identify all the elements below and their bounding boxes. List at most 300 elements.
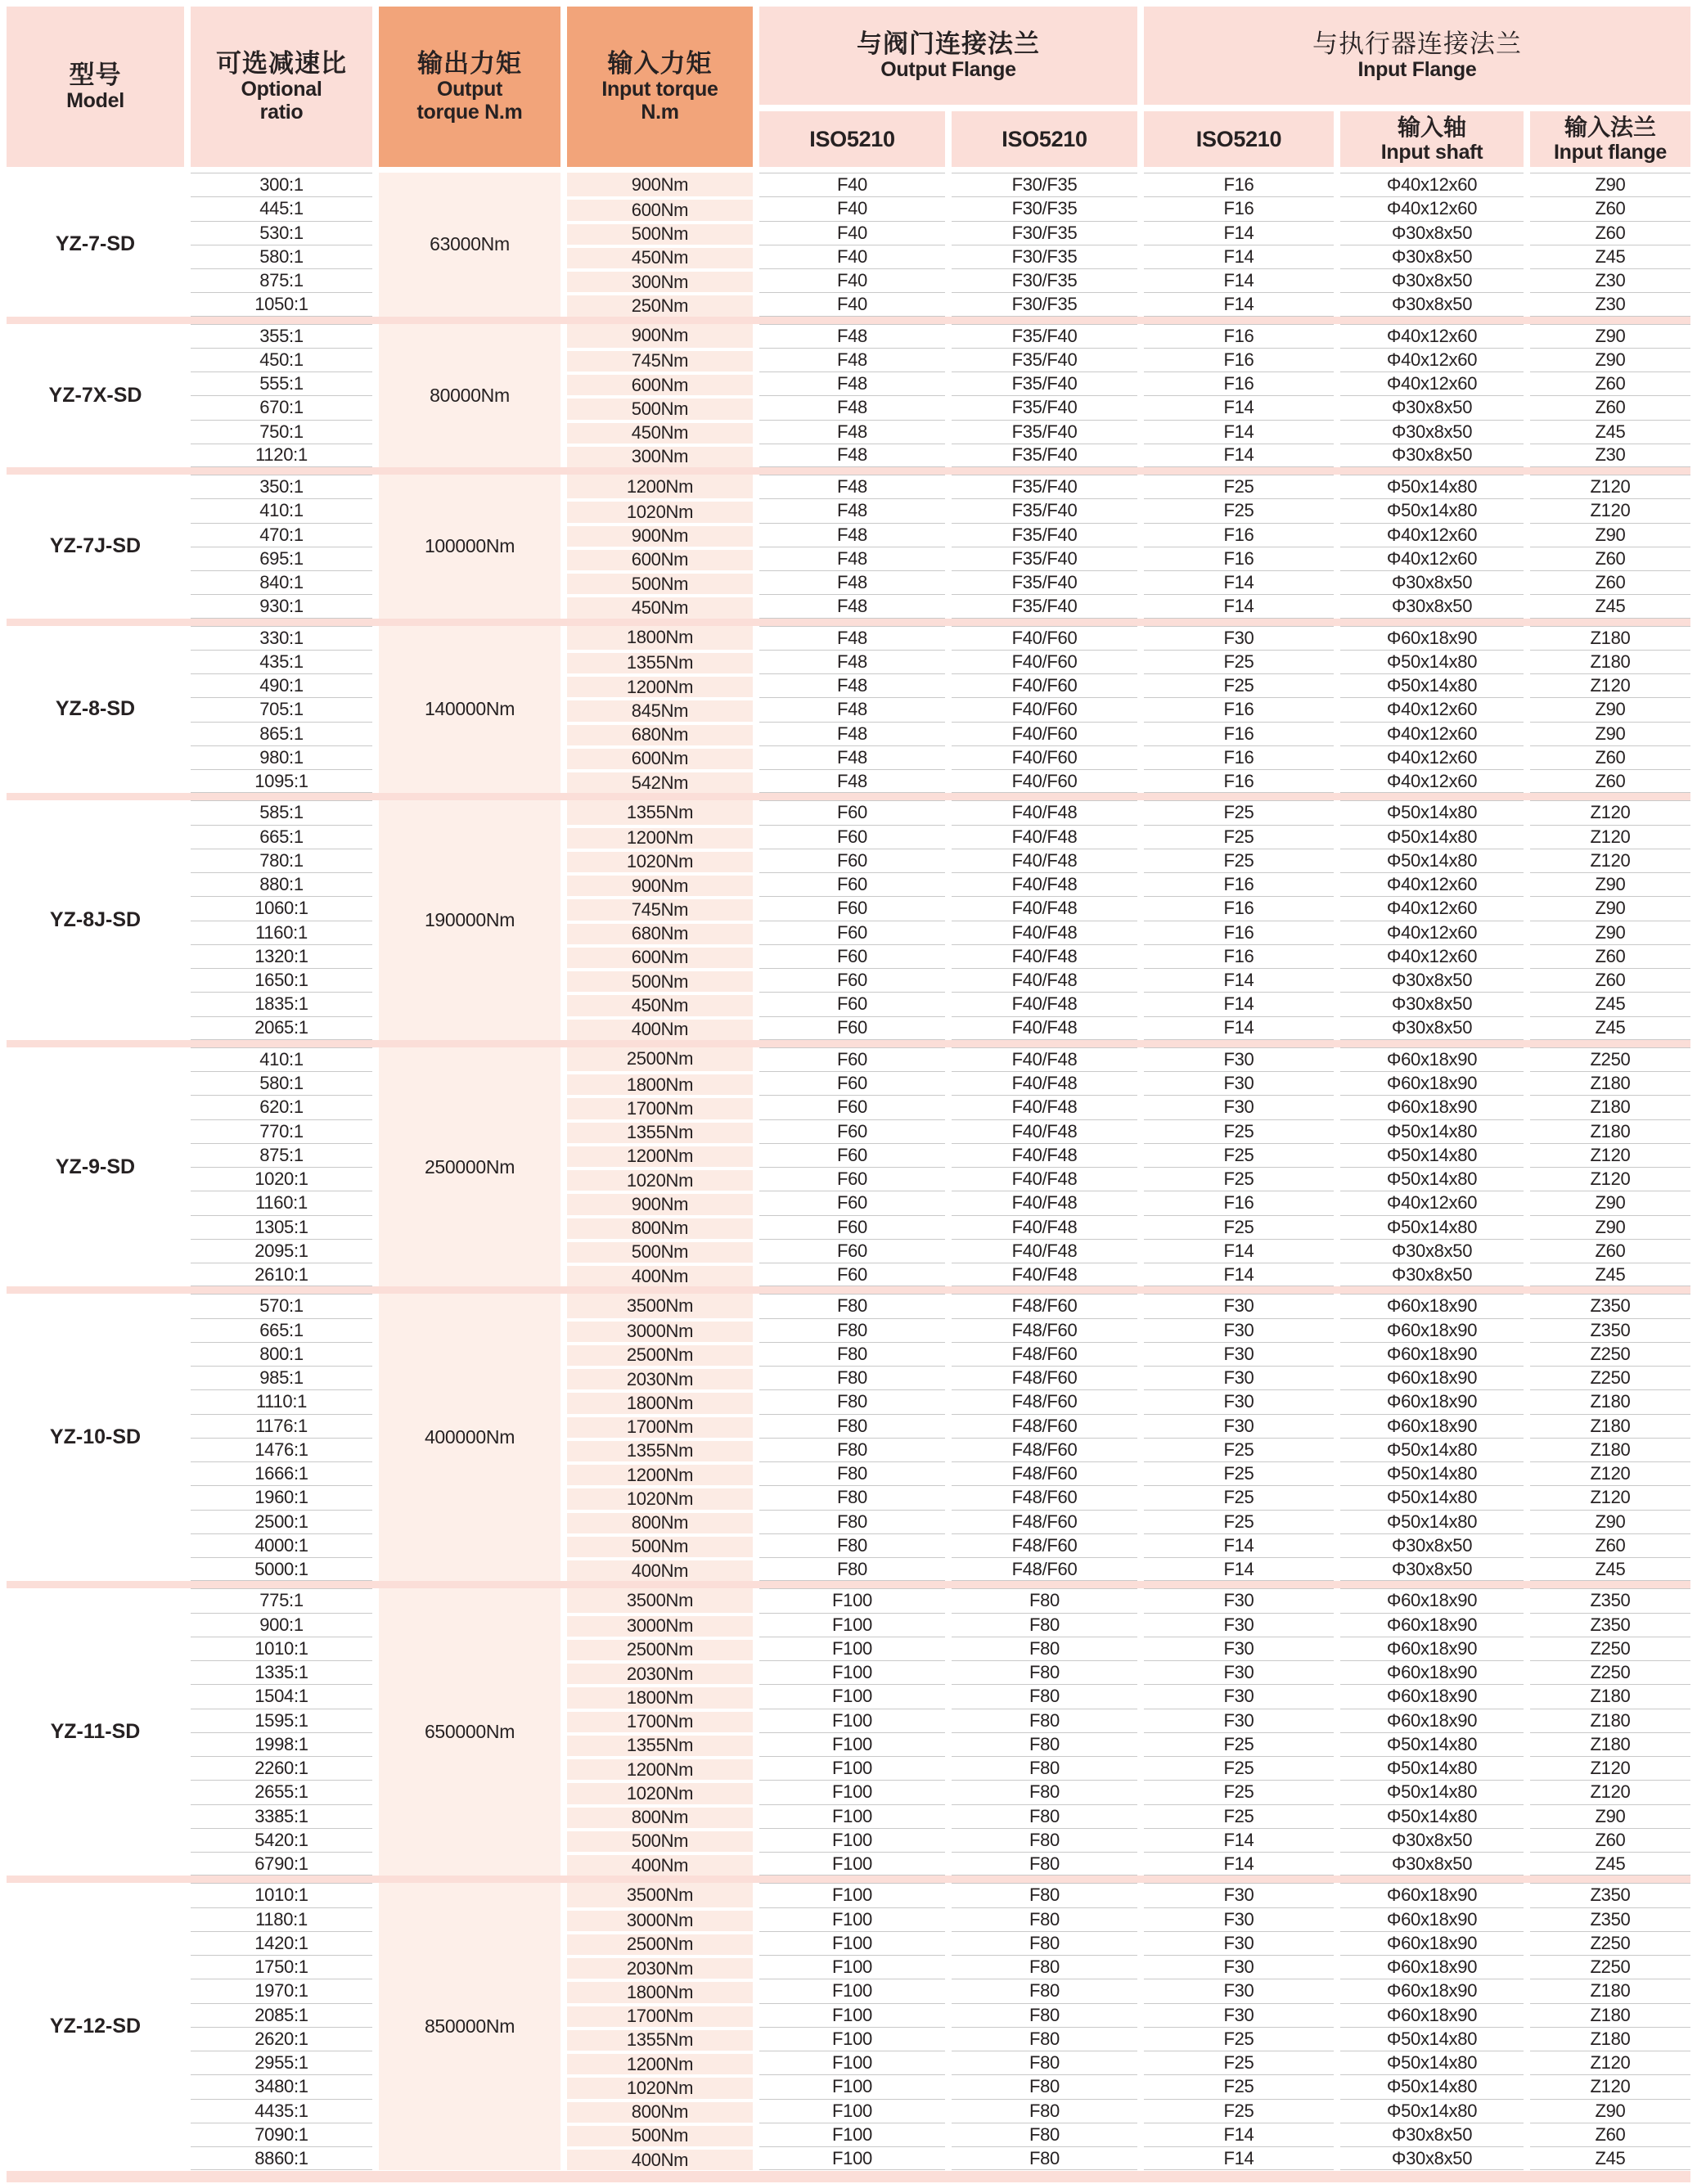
input-shaft-cell: Φ30x8x50 [1340, 968, 1524, 992]
input-shaft-cell: Φ30x8x50 [1340, 1557, 1524, 1581]
ratio-cell: 1010:1 [191, 1883, 372, 1907]
input-flange-size-cell: Z30 [1530, 292, 1690, 316]
subheader-input-shaft-zh: 输入轴 [1397, 115, 1466, 141]
output-flange-iso2-cell: F40/F48 [952, 1119, 1137, 1143]
ratio-cell: 930:1 [191, 594, 372, 618]
ratio-cell: 2655:1 [191, 1780, 372, 1803]
input-flange-iso-cell: F30 [1144, 626, 1334, 650]
input-flange-iso-cell: F25 [1144, 1438, 1334, 1461]
input-flange-size-cell: Z90 [1530, 697, 1690, 721]
group-separator [7, 1286, 1690, 1294]
header-input-torque-zh: 输入力矩 [607, 48, 713, 78]
output-flange-iso-cell: F48 [759, 420, 945, 444]
input-flange-size-cell: Z120 [1530, 800, 1690, 824]
output-flange-iso2-cell: F30/F35 [952, 245, 1137, 268]
input-flange-size-cell: Z250 [1530, 1342, 1690, 1366]
input-torque-cell: 600Nm [567, 196, 753, 220]
input-flange-size-cell: Z45 [1530, 245, 1690, 268]
output-flange-iso2-cell: F48/F60 [952, 1318, 1137, 1342]
input-torque-cell: 450Nm [567, 245, 753, 268]
input-flange-size-cell: Z60 [1530, 2123, 1690, 2146]
input-flange-size-cell: Z60 [1530, 570, 1690, 594]
input-torque-cell: 500Nm [567, 968, 753, 992]
ratio-cell: 4435:1 [191, 2099, 372, 2123]
output-flange-iso2-cell: F30/F35 [952, 173, 1137, 196]
input-shaft-cell: Φ50x14x80 [1340, 2027, 1524, 2051]
input-flange-size-cell: Z60 [1530, 944, 1690, 968]
input-torque-cell: 2500Nm [567, 1637, 753, 1660]
input-flange-iso-cell: F25 [1144, 1167, 1334, 1191]
input-torque-cell: 3000Nm [567, 1318, 753, 1342]
ratio-cell: 530:1 [191, 221, 372, 245]
output-flange-iso-cell: F60 [759, 849, 945, 872]
output-flange-iso2-cell: F35/F40 [952, 498, 1137, 522]
input-flange-iso-cell: F25 [1144, 1804, 1334, 1828]
input-torque-cell: 1355Nm [567, 1732, 753, 1756]
input-flange-size-cell: Z90 [1530, 348, 1690, 372]
input-shaft-cell: Φ60x18x90 [1340, 1907, 1524, 1931]
ratio-cell: 2260:1 [191, 1756, 372, 1780]
input-flange-size-cell: Z250 [1530, 1955, 1690, 1979]
ratio-cell: 490:1 [191, 673, 372, 697]
input-torque-cell: 745Nm [567, 896, 753, 920]
ratio-cell: 355:1 [191, 324, 372, 348]
ratio-cell: 665:1 [191, 825, 372, 849]
input-flange-size-cell: Z120 [1530, 849, 1690, 872]
model-group-band [7, 1883, 1690, 2170]
input-flange-size-cell: Z90 [1530, 1804, 1690, 1828]
input-flange-iso-cell: F25 [1144, 800, 1334, 824]
output-flange-iso2-cell: F80 [952, 2146, 1137, 2170]
output-flange-iso2-cell: F80 [952, 1684, 1137, 1708]
output-flange-iso-cell: F80 [759, 1557, 945, 1581]
input-flange-size-cell: Z120 [1530, 498, 1690, 522]
ratio-cell: 2095:1 [191, 1239, 372, 1263]
input-flange-size-cell: Z90 [1530, 1510, 1690, 1533]
output-flange-iso-cell: F100 [759, 2027, 945, 2051]
ratio-cell: 900:1 [191, 1613, 372, 1637]
output-flange-iso-cell: F100 [759, 1637, 945, 1660]
input-flange-iso-cell: F16 [1144, 372, 1334, 395]
input-shaft-cell: Φ60x18x90 [1340, 1613, 1524, 1637]
input-torque-cell: 1800Nm [567, 626, 753, 650]
input-shaft-cell: Φ60x18x90 [1340, 1414, 1524, 1438]
ratio-cell: 1835:1 [191, 992, 372, 1015]
input-flange-iso-cell: F14 [1144, 395, 1334, 419]
output-flange-iso2-cell: F48/F60 [952, 1438, 1137, 1461]
input-shaft-cell: Φ60x18x90 [1340, 1318, 1524, 1342]
input-flange-iso-cell: F30 [1144, 1095, 1334, 1119]
input-flange-size-cell: Z120 [1530, 1780, 1690, 1803]
input-flange-iso-cell: F30 [1144, 1660, 1334, 1684]
ratio-cell: 3385:1 [191, 1804, 372, 1828]
input-shaft-cell: Φ60x18x90 [1340, 1366, 1524, 1389]
input-flange-size-cell: Z180 [1530, 1438, 1690, 1461]
ratio-cell: 1010:1 [191, 1637, 372, 1660]
input-flange-size-cell: Z120 [1530, 2051, 1690, 2074]
input-flange-iso-cell: F25 [1144, 2099, 1334, 2123]
output-flange-iso-cell: F80 [759, 1414, 945, 1438]
group-separator [7, 1581, 1690, 1588]
output-flange-iso-cell: F40 [759, 173, 945, 196]
output-flange-iso-cell: F100 [759, 1613, 945, 1637]
input-flange-iso-cell: F25 [1144, 2051, 1334, 2074]
model-cell: YZ-7J-SD [7, 475, 184, 619]
input-flange-size-cell: Z90 [1530, 324, 1690, 348]
input-flange-iso-cell: F25 [1144, 1461, 1334, 1485]
ratio-cell: 450:1 [191, 348, 372, 372]
ratio-cell: 1595:1 [191, 1709, 372, 1732]
input-flange-iso-cell: F30 [1144, 1907, 1334, 1931]
ratio-cell: 1060:1 [191, 896, 372, 920]
ratio-cell: 7090:1 [191, 2123, 372, 2146]
output-flange-iso2-cell: F40/F48 [952, 1016, 1137, 1040]
input-torque-cell: 500Nm [567, 570, 753, 594]
input-flange-iso-cell: F30 [1144, 1979, 1334, 2002]
output-flange-iso2-cell: F80 [952, 1931, 1137, 1955]
group-separator [7, 317, 1690, 324]
group-separator [7, 467, 1690, 475]
header-group-input-flange [1144, 7, 1690, 105]
input-torque-cell: 1200Nm [567, 1756, 753, 1780]
input-flange-size-cell: Z120 [1530, 2074, 1690, 2098]
input-flange-iso-cell: F30 [1144, 1366, 1334, 1389]
input-torque-cell: 2030Nm [567, 1955, 753, 1979]
output-flange-iso-cell: F48 [759, 498, 945, 522]
output-flange-iso2-cell: F80 [952, 2099, 1137, 2123]
input-torque-cell: 1020Nm [567, 1485, 753, 1509]
input-flange-size-cell: Z180 [1530, 626, 1690, 650]
header-model-zh: 型号 [69, 60, 122, 89]
ratio-cell: 435:1 [191, 650, 372, 673]
input-torque-cell: 1700Nm [567, 1709, 753, 1732]
input-flange-size-cell: Z180 [1530, 2027, 1690, 2051]
ratio-cell: 445:1 [191, 196, 372, 220]
output-flange-iso-cell: F48 [759, 697, 945, 721]
input-shaft-cell: Φ30x8x50 [1340, 245, 1524, 268]
output-flange-iso-cell: F80 [759, 1342, 945, 1366]
input-torque-cell: 800Nm [567, 2099, 753, 2123]
input-shaft-cell: Φ50x14x80 [1340, 1756, 1524, 1780]
input-shaft-cell: Φ40x12x60 [1340, 944, 1524, 968]
ratio-cell: 1305:1 [191, 1215, 372, 1239]
output-flange-iso2-cell: F40/F48 [952, 849, 1137, 872]
group-separator [7, 619, 1690, 626]
input-shaft-cell: Φ40x12x60 [1340, 196, 1524, 220]
input-torque-cell: 500Nm [567, 2123, 753, 2146]
output-flange-iso-cell: F40 [759, 245, 945, 268]
output-flange-iso2-cell: F40/F48 [952, 1071, 1137, 1095]
input-torque-cell: 1020Nm [567, 498, 753, 522]
input-flange-iso-cell: F14 [1144, 1016, 1334, 1040]
input-flange-size-cell: Z45 [1530, 1263, 1690, 1286]
output-flange-iso-cell: F60 [759, 825, 945, 849]
input-torque-cell: 1800Nm [567, 1684, 753, 1708]
input-torque-cell: 500Nm [567, 1533, 753, 1557]
input-flange-size-cell: Z90 [1530, 872, 1690, 896]
input-torque-cell: 800Nm [567, 1804, 753, 1828]
input-torque-cell: 845Nm [567, 697, 753, 721]
ratio-cell: 4000:1 [191, 1533, 372, 1557]
input-shaft-cell: Φ50x14x80 [1340, 1461, 1524, 1485]
input-torque-cell: 3000Nm [567, 1907, 753, 1931]
output-torque-cell: 80000Nm [379, 324, 560, 468]
input-flange-iso-cell: F16 [1144, 547, 1334, 570]
input-shaft-cell: Φ30x8x50 [1340, 1533, 1524, 1557]
output-flange-iso-cell: F100 [759, 2146, 945, 2170]
output-flange-iso-cell: F48 [759, 395, 945, 419]
input-flange-size-cell: Z60 [1530, 745, 1690, 769]
ratio-cell: 2085:1 [191, 2003, 372, 2027]
input-flange-iso-cell: F14 [1144, 292, 1334, 316]
subheader-iso5210-2-label: ISO5210 [1002, 126, 1087, 151]
input-torque-cell: 1200Nm [567, 2051, 753, 2074]
output-flange-iso-cell: F80 [759, 1438, 945, 1461]
ratio-cell: 5420:1 [191, 1828, 372, 1852]
output-flange-iso-cell: F100 [759, 1709, 945, 1732]
input-flange-size-cell: Z30 [1530, 268, 1690, 292]
input-torque-cell: 1700Nm [567, 2003, 753, 2027]
input-torque-cell: 3000Nm [567, 1613, 753, 1637]
input-shaft-cell: Φ30x8x50 [1340, 221, 1524, 245]
ratio-cell: 1504:1 [191, 1684, 372, 1708]
input-flange-size-cell: Z120 [1530, 673, 1690, 697]
input-flange-iso-cell: F25 [1144, 498, 1334, 522]
output-flange-iso-cell: F60 [759, 944, 945, 968]
output-flange-iso2-cell: F40/F48 [952, 800, 1137, 824]
input-torque-cell: 1200Nm [567, 673, 753, 697]
ratio-cell: 555:1 [191, 372, 372, 395]
input-flange-size-cell: Z90 [1530, 1215, 1690, 1239]
input-flange-iso-cell: F16 [1144, 872, 1334, 896]
ratio-cell: 695:1 [191, 547, 372, 570]
input-shaft-cell: Φ40x12x60 [1340, 769, 1524, 793]
input-shaft-cell: Φ50x14x80 [1340, 1510, 1524, 1533]
input-shaft-cell: Φ40x12x60 [1340, 324, 1524, 348]
output-flange-iso2-cell: F80 [952, 1660, 1137, 1684]
header-input-torque-en1: Input torque [601, 78, 718, 101]
input-shaft-cell: Φ50x14x80 [1340, 1485, 1524, 1509]
ratio-cell: 875:1 [191, 1143, 372, 1167]
input-flange-iso-cell: F16 [1144, 944, 1334, 968]
input-flange-iso-cell: F30 [1144, 1684, 1334, 1708]
output-flange-iso-cell: F48 [759, 324, 945, 348]
ratio-cell: 670:1 [191, 395, 372, 419]
input-shaft-cell: Φ60x18x90 [1340, 1047, 1524, 1071]
input-flange-iso-cell: F25 [1144, 1756, 1334, 1780]
model-cell: YZ-7X-SD [7, 324, 184, 468]
input-flange-size-cell: Z45 [1530, 992, 1690, 1015]
input-torque-cell: 1020Nm [567, 1780, 753, 1803]
input-flange-iso-cell: F30 [1144, 1389, 1334, 1413]
output-flange-iso-cell: F60 [759, 1016, 945, 1040]
header-model-en: Model [66, 89, 124, 113]
output-flange-iso-cell: F80 [759, 1318, 945, 1342]
ratio-cell: 865:1 [191, 722, 372, 745]
output-flange-iso2-cell: F40/F60 [952, 769, 1137, 793]
header-input-torque [567, 7, 753, 167]
output-flange-iso-cell: F48 [759, 444, 945, 467]
input-shaft-cell: Φ60x18x90 [1340, 1883, 1524, 1907]
subheader-iso5210-2 [952, 111, 1137, 167]
output-flange-iso2-cell: F48/F60 [952, 1461, 1137, 1485]
input-flange-iso-cell: F30 [1144, 1588, 1334, 1612]
output-flange-iso2-cell: F80 [952, 1804, 1137, 1828]
input-shaft-cell: Φ50x14x80 [1340, 1780, 1524, 1803]
output-flange-iso2-cell: F48/F60 [952, 1557, 1137, 1581]
output-flange-iso2-cell: F40/F48 [952, 921, 1137, 944]
input-torque-cell: 900Nm [567, 872, 753, 896]
input-torque-cell: 1700Nm [567, 1414, 753, 1438]
output-flange-iso-cell: F100 [759, 1931, 945, 1955]
input-shaft-cell: Φ40x12x60 [1340, 722, 1524, 745]
input-flange-size-cell: Z250 [1530, 1637, 1690, 1660]
input-torque-cell: 1800Nm [567, 1071, 753, 1095]
input-torque-cell: 900Nm [567, 173, 753, 196]
input-torque-cell: 1200Nm [567, 825, 753, 849]
header-group-output-flange [759, 7, 1137, 105]
output-flange-iso-cell: F80 [759, 1366, 945, 1389]
input-shaft-cell: Φ50x14x80 [1340, 800, 1524, 824]
ratio-cell: 1960:1 [191, 1485, 372, 1509]
input-flange-size-cell: Z45 [1530, 1557, 1690, 1581]
input-flange-size-cell: Z120 [1530, 825, 1690, 849]
model-group-band [7, 324, 1690, 468]
input-torque-cell: 300Nm [567, 268, 753, 292]
output-flange-iso-cell: F48 [759, 594, 945, 618]
input-flange-iso-cell: F25 [1144, 1215, 1334, 1239]
input-torque-cell: 745Nm [567, 348, 753, 372]
output-flange-iso2-cell: F35/F40 [952, 324, 1137, 348]
input-flange-iso-cell: F14 [1144, 1828, 1334, 1852]
input-flange-iso-cell: F16 [1144, 1191, 1334, 1214]
ratio-cell: 585:1 [191, 800, 372, 824]
output-flange-iso2-cell: F80 [952, 1709, 1137, 1732]
output-flange-iso-cell: F48 [759, 523, 945, 547]
input-flange-iso-cell: F14 [1144, 420, 1334, 444]
input-flange-size-cell: Z120 [1530, 1167, 1690, 1191]
input-shaft-cell: Φ60x18x90 [1340, 1071, 1524, 1095]
header-group-output-flange-en: Output Flange [880, 58, 1016, 82]
ratio-cell: 1335:1 [191, 1660, 372, 1684]
output-flange-iso-cell: F80 [759, 1510, 945, 1533]
input-torque-cell: 300Nm [567, 444, 753, 467]
header-output-torque-en1: Output [436, 78, 503, 101]
output-flange-iso-cell: F100 [759, 1804, 945, 1828]
output-flange-iso2-cell: F40/F48 [952, 825, 1137, 849]
model-group-band [7, 1047, 1690, 1287]
output-flange-iso2-cell: F35/F40 [952, 570, 1137, 594]
input-flange-size-cell: Z350 [1530, 1883, 1690, 1907]
output-flange-iso2-cell: F80 [952, 1852, 1137, 1876]
ratio-cell: 1970:1 [191, 1979, 372, 2002]
input-torque-cell: 500Nm [567, 1239, 753, 1263]
input-flange-iso-cell: F14 [1144, 968, 1334, 992]
output-flange-iso-cell: F60 [759, 1095, 945, 1119]
ratio-cell: 6790:1 [191, 1852, 372, 1876]
input-flange-size-cell: Z45 [1530, 594, 1690, 618]
ratio-cell: 5000:1 [191, 1557, 372, 1581]
output-torque-cell: 140000Nm [379, 626, 560, 794]
input-shaft-cell: Φ30x8x50 [1340, 594, 1524, 618]
input-flange-size-cell: Z180 [1530, 1709, 1690, 1732]
output-flange-iso2-cell: F35/F40 [952, 475, 1137, 498]
output-flange-iso-cell: F48 [759, 745, 945, 769]
ratio-cell: 2610:1 [191, 1263, 372, 1286]
output-flange-iso2-cell: F40/F48 [952, 872, 1137, 896]
input-flange-size-cell: Z250 [1530, 1047, 1690, 1071]
input-flange-iso-cell: F14 [1144, 245, 1334, 268]
output-flange-iso-cell: F60 [759, 800, 945, 824]
input-flange-iso-cell: F16 [1144, 745, 1334, 769]
ratio-cell: 1998:1 [191, 1732, 372, 1756]
ratio-cell: 1160:1 [191, 1191, 372, 1214]
header-group-input-flange-en: Input Flange [1357, 58, 1477, 82]
output-flange-iso2-cell: F80 [952, 1828, 1137, 1852]
input-flange-iso-cell: F14 [1144, 992, 1334, 1015]
output-flange-iso2-cell: F40/F48 [952, 896, 1137, 920]
ratio-cell: 1320:1 [191, 944, 372, 968]
output-flange-iso2-cell: F48/F60 [952, 1389, 1137, 1413]
ratio-cell: 330:1 [191, 626, 372, 650]
output-flange-iso2-cell: F40/F48 [952, 1191, 1137, 1214]
ratio-cell: 880:1 [191, 872, 372, 896]
output-flange-iso2-cell: F30/F35 [952, 292, 1137, 316]
ratio-cell: 780:1 [191, 849, 372, 872]
input-shaft-cell: Φ30x8x50 [1340, 1852, 1524, 1876]
ratio-cell: 1666:1 [191, 1461, 372, 1485]
input-flange-size-cell: Z120 [1530, 475, 1690, 498]
output-flange-iso-cell: F48 [759, 547, 945, 570]
output-flange-iso2-cell: F80 [952, 1907, 1137, 1931]
input-shaft-cell: Φ30x8x50 [1340, 992, 1524, 1015]
input-torque-cell: 450Nm [567, 992, 753, 1015]
output-flange-iso-cell: F40 [759, 196, 945, 220]
input-flange-iso-cell: F30 [1144, 1294, 1334, 1317]
input-flange-size-cell: Z350 [1530, 1613, 1690, 1637]
input-flange-iso-cell: F30 [1144, 1883, 1334, 1907]
input-flange-size-cell: Z350 [1530, 1907, 1690, 1931]
input-shaft-cell: Φ60x18x90 [1340, 1955, 1524, 1979]
input-shaft-cell: Φ50x14x80 [1340, 849, 1524, 872]
header-ratio-en2: ratio [259, 101, 304, 124]
input-torque-cell: 600Nm [567, 944, 753, 968]
input-shaft-cell: Φ40x12x60 [1340, 547, 1524, 570]
input-flange-iso-cell: F30 [1144, 1047, 1334, 1071]
input-torque-cell: 1355Nm [567, 1438, 753, 1461]
input-flange-iso-cell: F16 [1144, 523, 1334, 547]
input-flange-size-cell: Z180 [1530, 1732, 1690, 1756]
ratio-cell: 1110:1 [191, 1389, 372, 1413]
input-torque-cell: 250Nm [567, 292, 753, 316]
input-flange-iso-cell: F14 [1144, 2146, 1334, 2170]
input-flange-iso-cell: F16 [1144, 196, 1334, 220]
header-model [7, 7, 184, 167]
output-flange-iso2-cell: F35/F40 [952, 444, 1137, 467]
input-flange-size-cell: Z180 [1530, 1071, 1690, 1095]
input-shaft-cell: Φ30x8x50 [1340, 395, 1524, 419]
input-shaft-cell: Φ50x14x80 [1340, 1804, 1524, 1828]
output-flange-iso-cell: F40 [759, 221, 945, 245]
input-flange-iso-cell: F25 [1144, 673, 1334, 697]
input-flange-iso-cell: F14 [1144, 1852, 1334, 1876]
output-flange-iso2-cell: F35/F40 [952, 594, 1137, 618]
ratio-cell: 1420:1 [191, 1931, 372, 1955]
output-flange-iso-cell: F80 [759, 1294, 945, 1317]
output-flange-iso-cell: F100 [759, 1588, 945, 1612]
input-flange-size-cell: Z180 [1530, 1095, 1690, 1119]
output-flange-iso-cell: F60 [759, 992, 945, 1015]
